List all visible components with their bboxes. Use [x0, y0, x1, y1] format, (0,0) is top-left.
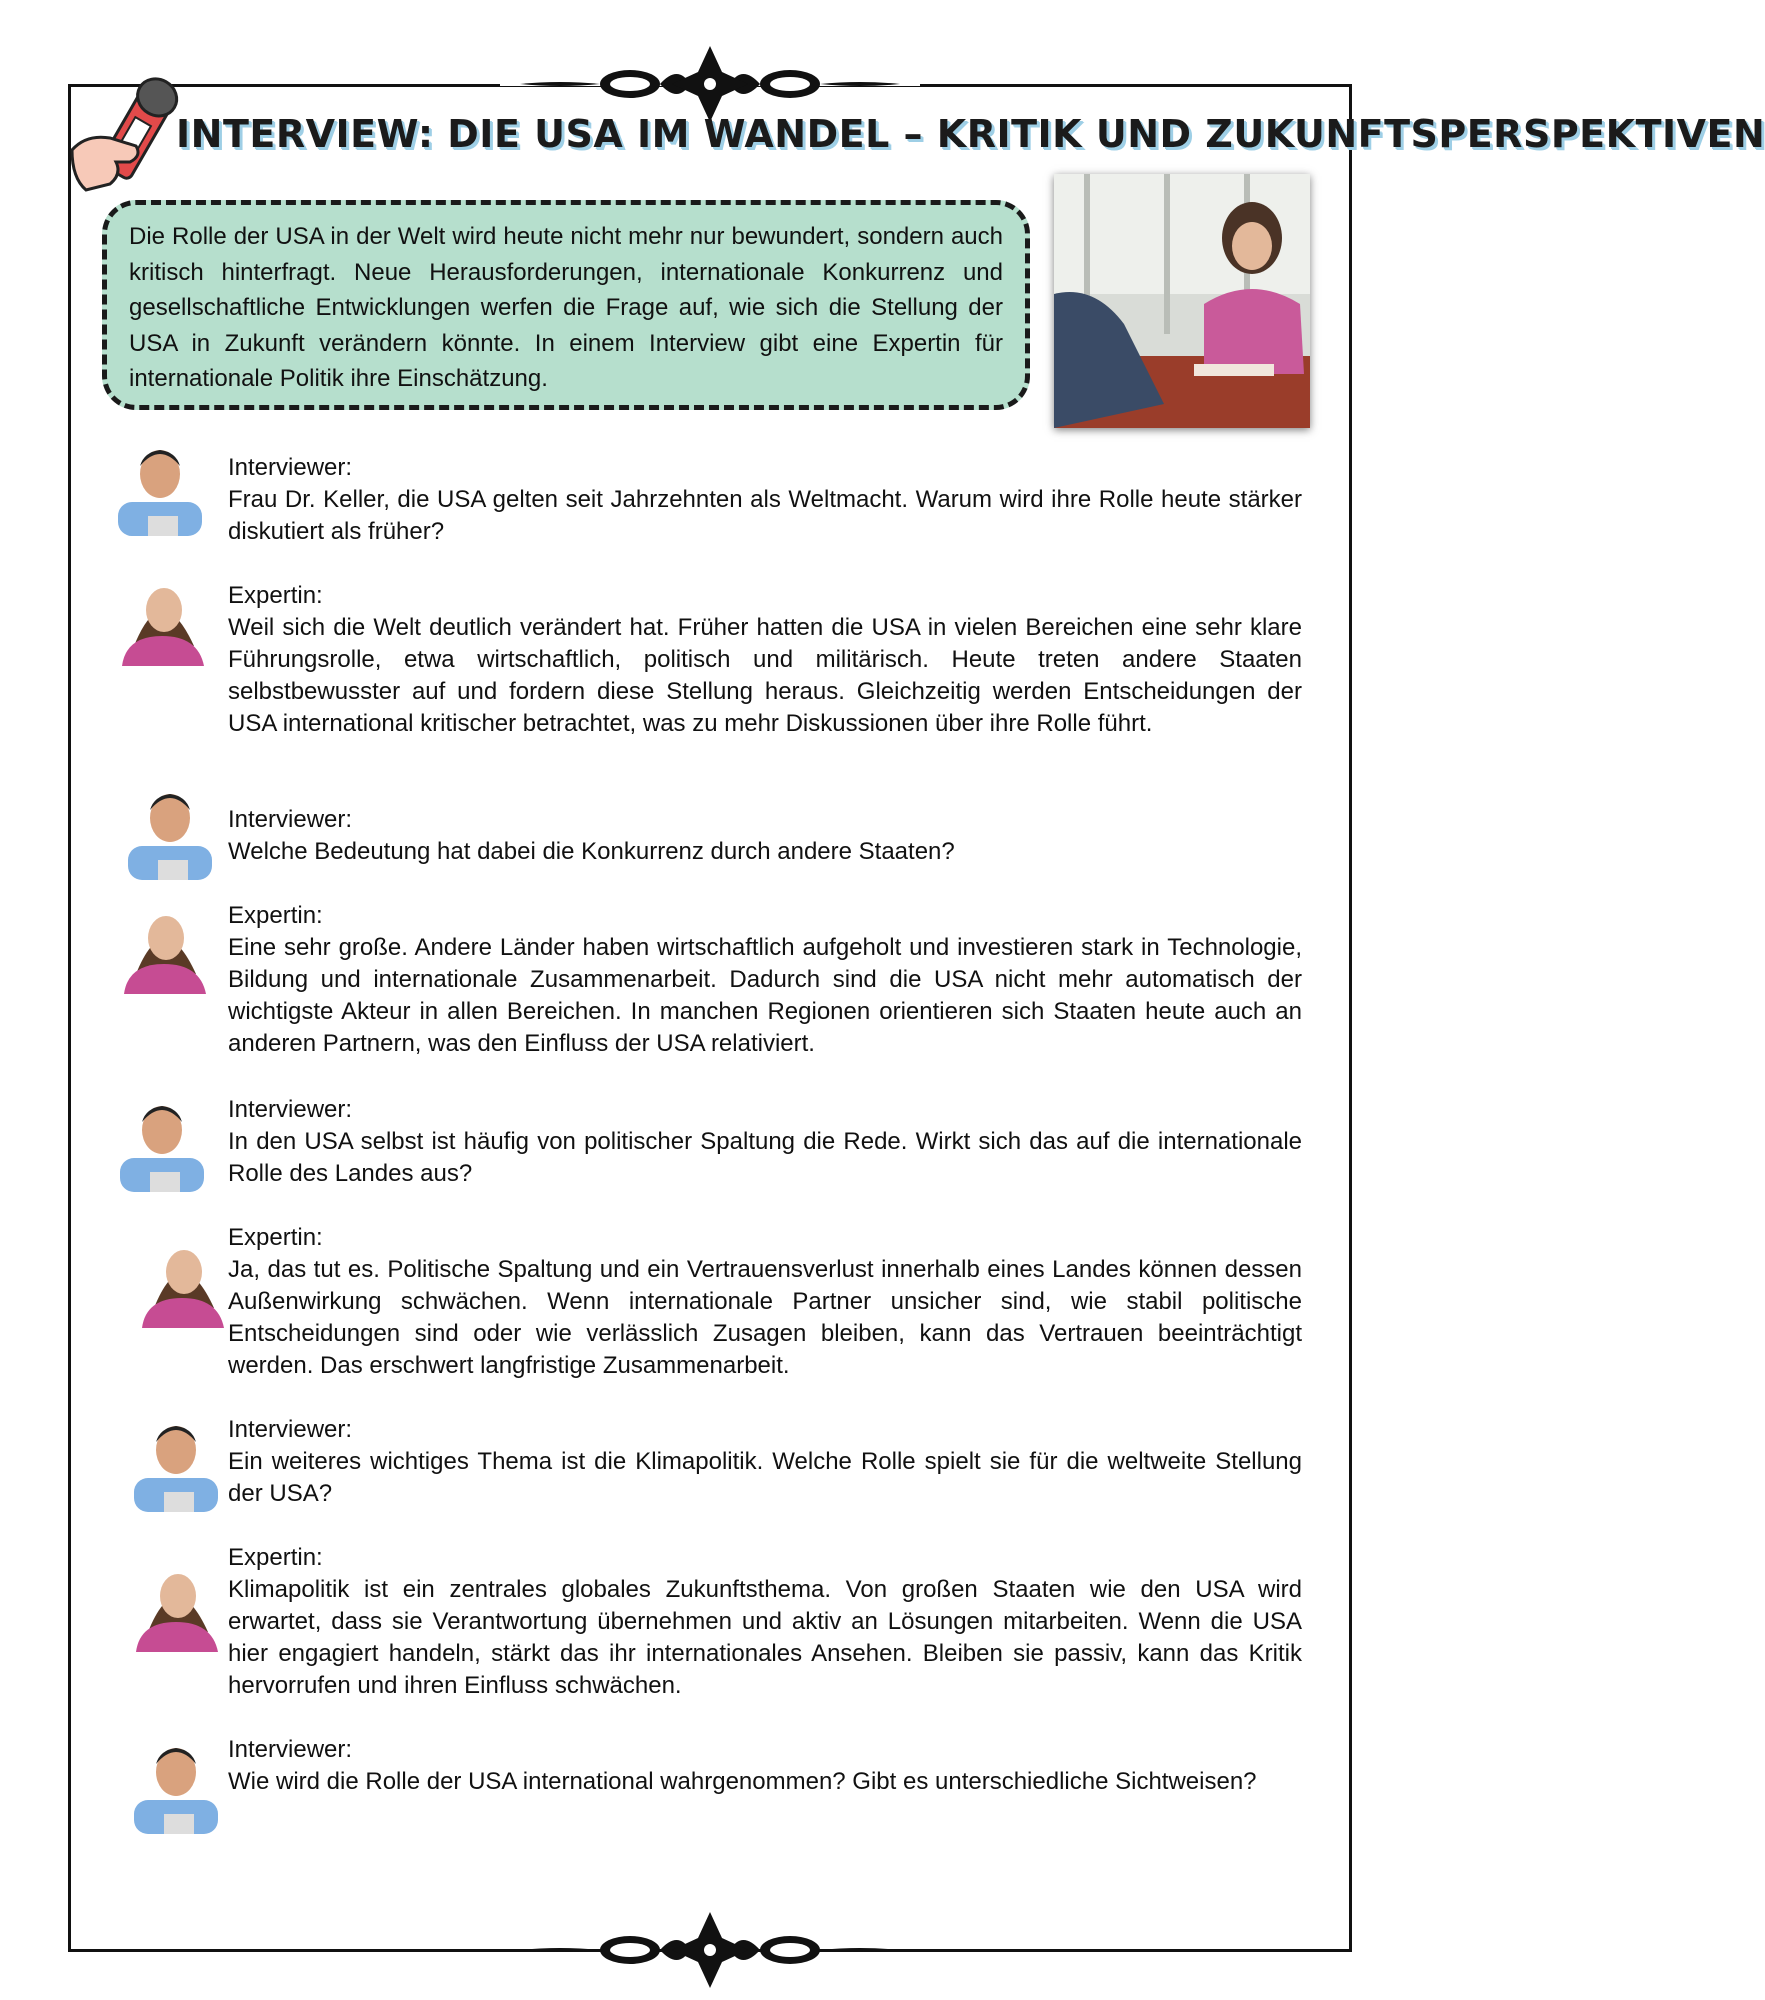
dialogue-text: Frau Dr. Keller, die USA gelten seit Jahrzehnten als Weltmacht. Warum wird ihre Rolle heute stärker diskutiert als früher?	[228, 486, 1302, 545]
expert-avatar-icon	[134, 1228, 230, 1328]
top-ornament	[500, 42, 920, 122]
expert-avatar-icon	[114, 566, 210, 666]
intro-box	[102, 200, 1030, 410]
dialogue-text: In den USA selbst ist häufig von politischer Spaltung die Rede. Wirkt sich das auf die internationale Rolle des Landes aus?	[228, 1128, 1302, 1187]
speaker-label: Expertin:	[228, 902, 323, 929]
speaker-label: Expertin:	[228, 1224, 323, 1251]
speaker-label: Interviewer:	[228, 806, 353, 833]
interviewer-avatar-icon	[120, 780, 216, 880]
dialogue-text: Welche Bedeutung hat dabei die Konkurrenz durch andere Staaten?	[228, 838, 955, 865]
dialogue-text: Klimapolitik ist ein zentrales globales Zukunftsthema. Von großen Staaten wie den USA wird erwartet, dass sie Verantwortung übernehmen und aktiv an Lösungen mitarbeiten. Wenn die USA hier engagiert handeln, stärkt das ihr internationales Ansehen. Bleiben sie passiv, kann das Kritik hervorrufen und ihren Einfluss schwächen.	[228, 1576, 1302, 1699]
interviewer-avatar-icon	[112, 1092, 208, 1192]
expert-avatar-icon	[128, 1552, 224, 1652]
dialogue-text: Eine sehr große. Andere Länder haben wirtschaftlich aufgeholt und investieren stark in Technologie, Bildung und internationale Zusammenarbeit. Dadurch sind die USA nicht mehr automatisch der wichtigste Akteur in allen Bereichen. In manchen Regionen orientieren sich Staaten heute auch an anderen Partnern, was den Einfluss der USA relativiert.	[228, 934, 1302, 1057]
bottom-ornament	[500, 1908, 920, 1988]
interview-photo	[1054, 174, 1310, 428]
speaker-label: Expertin:	[228, 582, 323, 609]
dialogue-text: Weil sich die Welt deutlich verändert hat. Früher hatten die USA in vielen Bereichen eine sehr klare Führungsrolle, etwa wirtschaftlich, politisch und militärisch. Heute treten andere Staaten selbstbewusster auf und fordern diese Stellung heraus. Gleichzeitig werden Entscheidungen der USA international kritischer betrachtet, was zu mehr Diskussionen über ihre Rolle führt.	[228, 614, 1302, 737]
speaker-label: Interviewer:	[228, 1736, 353, 1763]
dialogue-text: Wie wird die Rolle der USA international wahrgenommen? Gibt es unterschiedliche Sichtweisen?	[228, 1768, 1257, 1795]
speaker-label: Expertin:	[228, 1544, 323, 1571]
speaker-label: Interviewer:	[228, 1416, 353, 1443]
intro-text: Die Rolle der USA in der Welt wird heute nicht mehr nur bewundert, sondern auch kritisch hinterfragt. Neue Herausforderungen, internationale Konkurrenz und gesellschaftliche Entwicklungen werfen die Frage auf, wie sich die Stellung der USA in Zukunft verändern könnte. In einem Interview gibt eine Expertin für internationale Politik ihre Einschätzung.	[129, 223, 1003, 392]
speaker-label: Interviewer:	[228, 454, 353, 481]
dialogue-text: Ein weiteres wichtiges Thema ist die Klimapolitik. Welche Rolle spielt sie für die weltweite Stellung der USA?	[228, 1448, 1302, 1507]
dialogue-text: Ja, das tut es. Politische Spaltung und ein Vertrauensverlust innerhalb eines Landes können dessen Außenwirkung schwächen. Wenn internationale Partner unsicher sind, wie stabil politische Entscheidungen sind oder wie verlässlich Zusagen bleiben, kann das Vertrauen beeinträchtigt werden. Das erschwert langfristige Zusammenarbeit.	[228, 1256, 1302, 1379]
page-title: INTERVIEW: DIE USA IM WANDEL – KRITIK UND ZUKUNFTSPERSPEKTIVEN	[176, 112, 1765, 156]
speaker-label: Interviewer:	[228, 1096, 353, 1123]
interviewer-avatar-icon	[126, 1412, 222, 1512]
interviewer-avatar-icon	[126, 1734, 222, 1834]
expert-avatar-icon	[116, 894, 212, 994]
interviewer-avatar-icon	[110, 436, 206, 536]
